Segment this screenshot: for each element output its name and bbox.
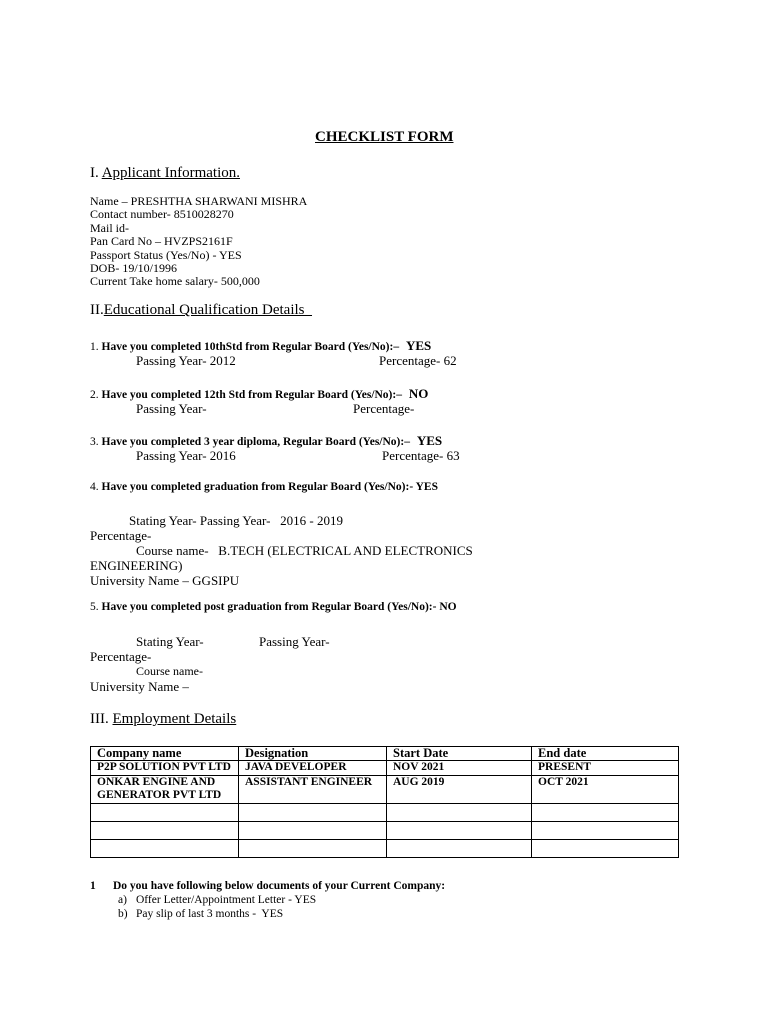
question-diploma	[90, 433, 442, 449]
table-cell	[239, 803, 387, 821]
dob-line: DOB- 19/10/1996	[90, 261, 177, 276]
percentage-12th: Percentage-	[353, 401, 415, 416]
section-title: Applicant Information.	[101, 165, 240, 181]
column-header: Designation	[239, 747, 387, 761]
passing-year-post-graduation: Passing Year-	[259, 634, 330, 649]
table-cell: ASSISTANT ENGINEER	[239, 775, 387, 803]
section-education-heading	[90, 302, 312, 319]
question-text: Have you completed 12th Std from Regular Board (Yes/No):–	[101, 389, 402, 401]
question-number: 3.	[90, 436, 99, 448]
table-row	[91, 775, 679, 803]
question-text: Have you completed graduation from Regular Board (Yes/No):- YES	[101, 481, 438, 493]
course-name-graduation: Course name- B.TECH (ELECTRICAL AND ELECTRONICS	[136, 543, 473, 558]
table-cell	[532, 803, 679, 821]
applicant-info-block	[90, 195, 307, 289]
question-text: Have you completed 10thStd from Regular Board (Yes/No):–	[101, 341, 400, 353]
list-marker: a)	[118, 894, 127, 906]
form-title: CHECKLIST FORM	[315, 129, 454, 145]
list-marker: b)	[118, 908, 128, 920]
question-answer: YES	[416, 433, 443, 448]
salary-line: Current Take home salary- 500,000	[90, 274, 260, 289]
question-number: 4.	[90, 481, 99, 493]
question-answer: NO	[408, 386, 429, 401]
table-cell	[387, 821, 532, 839]
university-name-post-graduation: University Name –	[90, 679, 189, 694]
table-cell: NOV 2021	[387, 761, 532, 775]
table-cell: PRESENT	[532, 761, 679, 775]
table-cell	[532, 821, 679, 839]
question-number: 5.	[90, 601, 99, 613]
list-item	[90, 893, 445, 907]
table-cell	[239, 839, 387, 857]
question-12th	[90, 386, 428, 402]
question-text: Have you completed 3 year diploma, Regular Board (Yes/No):–	[101, 436, 410, 448]
question-number: 2.	[90, 389, 99, 401]
section-applicant-heading	[90, 165, 240, 182]
section-number: I.	[90, 165, 99, 181]
employment-table	[90, 746, 679, 858]
table-cell	[387, 839, 532, 857]
university-name-graduation: University Name – GGSIPU	[90, 573, 240, 588]
passing-year-diploma: Passing Year- 2016	[136, 448, 236, 463]
table-row-empty	[91, 839, 679, 857]
section-title: Educational Qualification Details	[103, 302, 313, 318]
column-header: End date	[532, 747, 679, 761]
course-name-graduation-cont: ENGINEERING)	[90, 558, 183, 573]
percentage-diploma: Percentage- 63	[382, 448, 460, 463]
passing-year-12th: Passing Year-	[136, 401, 207, 416]
table-cell	[532, 839, 679, 857]
table-cell	[91, 821, 239, 839]
table-cell: P2P SOLUTION PVT LTD	[91, 761, 239, 775]
question-graduation	[90, 481, 438, 493]
passport-line: Passport Status (Yes/No) - YES	[90, 247, 242, 262]
percentage-graduation: Percentage-	[90, 528, 152, 543]
table-row	[91, 761, 679, 775]
question-10th	[90, 338, 431, 354]
question-number: 1.	[90, 341, 99, 353]
section-employment-heading	[90, 711, 236, 728]
documents-section	[90, 879, 445, 921]
question-post-graduation	[90, 601, 457, 613]
table-cell: JAVA DEVELOPER	[239, 761, 387, 775]
documents-question	[90, 879, 445, 893]
mail-line: Mail id-	[90, 220, 129, 235]
column-header: Company name	[91, 747, 239, 761]
section-number: III.	[90, 711, 109, 727]
question-answer: YES	[405, 338, 432, 353]
table-cell	[91, 803, 239, 821]
column-header: Start Date	[387, 747, 532, 761]
list-item-text: Offer Letter/Appointment Letter - YES	[136, 894, 317, 906]
table-cell: ONKAR ENGINE AND GENERATOR PVT LTD	[91, 775, 239, 803]
table-cell	[387, 803, 532, 821]
question-text: Have you completed post graduation from Regular Board (Yes/No):- NO	[101, 601, 457, 613]
course-name-post-graduation: Course name-	[136, 664, 203, 678]
contact-line: Contact number- 8510028270	[90, 207, 234, 222]
table-cell	[239, 821, 387, 839]
section-number: II.	[90, 302, 104, 318]
question-number: 1	[90, 880, 96, 892]
starting-passing-year-graduation: Stating Year- Passing Year- 2016 - 2019	[129, 513, 343, 528]
percentage-10th: Percentage- 62	[379, 353, 457, 368]
pan-line: Pan Card No – HVZPS2161F	[90, 234, 233, 249]
table-cell	[91, 839, 239, 857]
question-text: Do you have following below documents of your Current Company:	[113, 880, 446, 892]
list-item-text: Pay slip of last 3 months - YES	[136, 908, 284, 920]
table-cell: AUG 2019	[387, 775, 532, 803]
section-title: Employment Details	[112, 711, 237, 727]
list-item	[90, 907, 445, 921]
table-cell: OCT 2021	[532, 775, 679, 803]
table-header-row	[91, 747, 679, 761]
starting-year-post-graduation: Stating Year-	[136, 634, 204, 649]
percentage-post-graduation: Percentage-	[90, 649, 152, 664]
passing-year-10th: Passing Year- 2012	[136, 353, 236, 368]
table-row-empty	[91, 803, 679, 821]
name-line: Name – PRESHTHA SHARWANI MISHRA	[90, 194, 308, 208]
table-row-empty	[91, 821, 679, 839]
